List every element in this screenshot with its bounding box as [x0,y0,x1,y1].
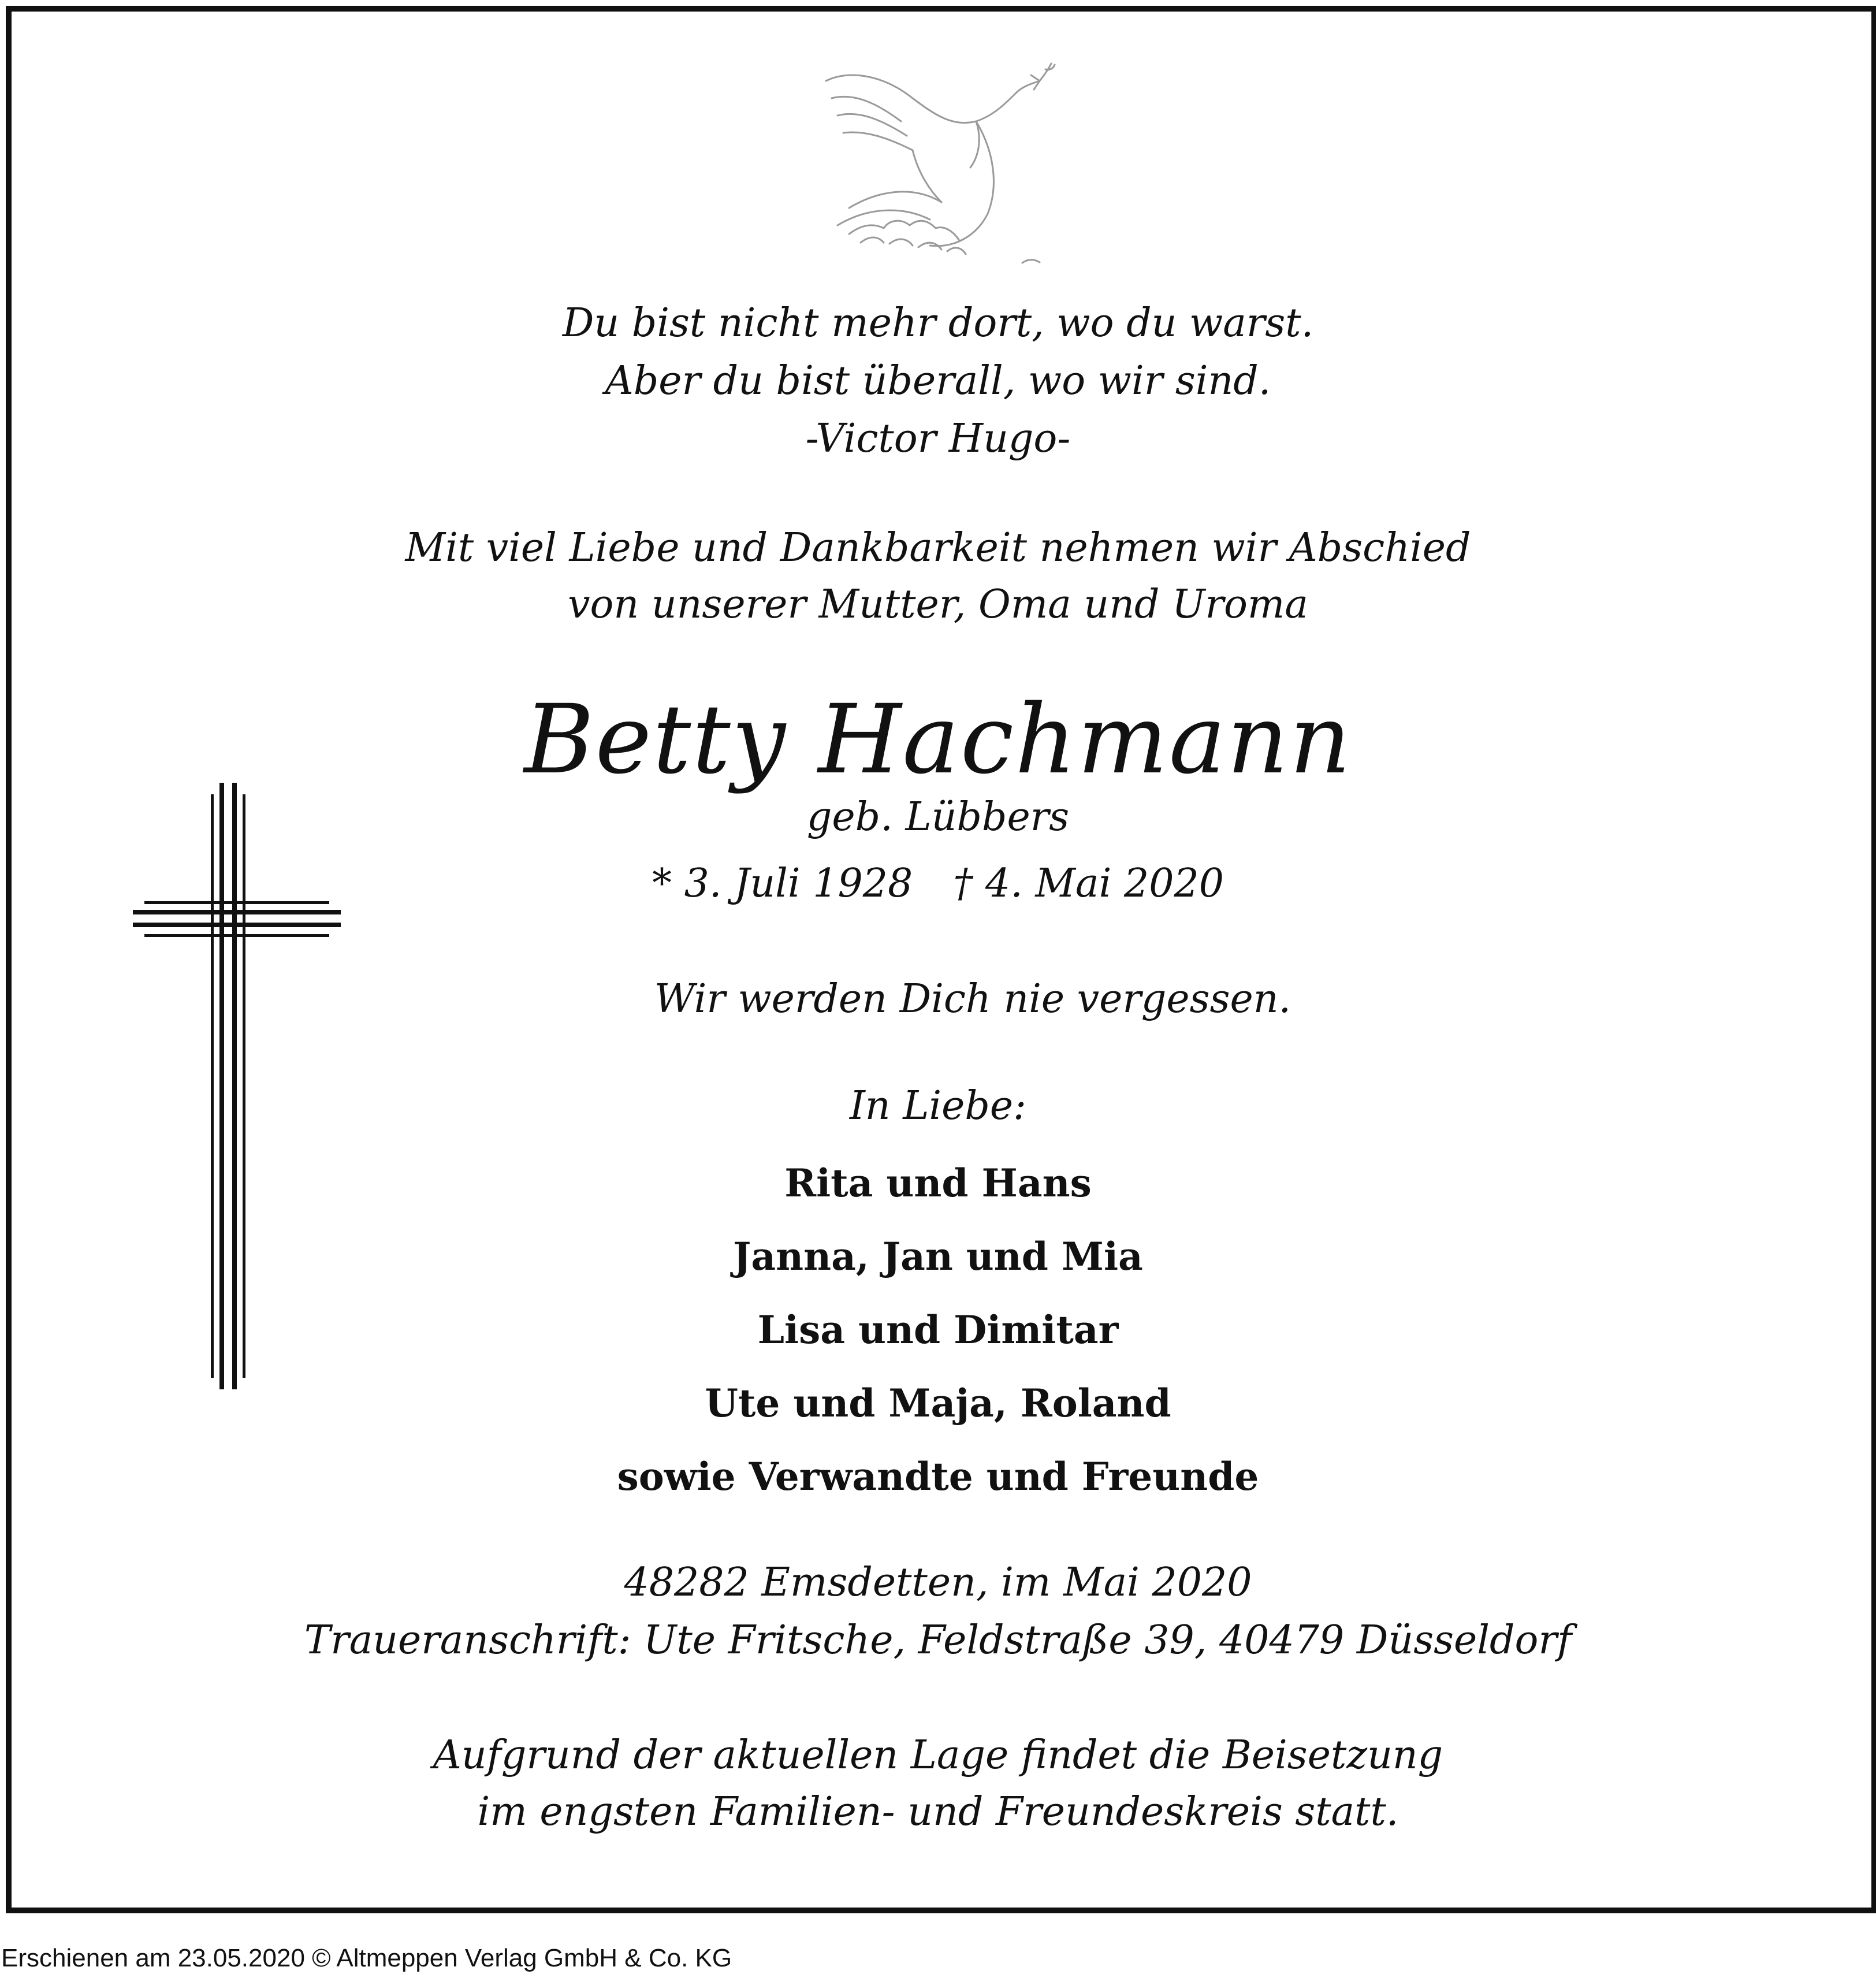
quote-line: Aber du bist überall, wo wir sind. [605,358,1271,404]
death-date: † 4. Mai 2020 [953,861,1224,906]
burial-notice [0,1727,1876,1841]
notice-line: Aufgrund der aktuellen Lage findet die Beisetzung [433,1732,1443,1778]
maiden-name: geb. Lübbers [806,794,1070,840]
quote-line: Du bist nicht mehr dort, wo du warst. [562,300,1314,346]
farewell-text [0,520,1876,633]
in-love-label: In Liebe: [849,1083,1027,1129]
mourner-line: Ute und Maja, Roland [705,1381,1171,1426]
mourner-line: Janna, Jan und Mia [733,1234,1143,1279]
farewell-line: von unserer Mutter, Oma und Uroma [568,582,1308,627]
quote-author: -Victor Hugo- [805,416,1071,462]
mourner-line: Rita und Hans [784,1161,1092,1206]
farewell-line: Mit viel Liebe und Dankbarkeit nehmen wir Abschied [405,525,1471,571]
publication-footer: Erschienen am 23.05.2020 © Altmeppen Verlag GmbH & Co. KG [1,1944,732,1972]
deceased-name: Betty Hachmann [524,684,1352,795]
life-dates [0,855,1876,913]
mourner-line: Lisa und Dimitar [757,1307,1119,1352]
mourning-address: Traueranschrift: Ute Fritsche, Feldstraße 39, 40479 Düsseldorf [304,1618,1572,1663]
quote [0,295,1876,468]
birth-date: * 3. Juli 1928 [652,861,913,906]
place-and-address [0,1554,1876,1670]
remembrance-text: Wir werden Dich nie vergessen. [654,976,1291,1022]
mourners-list [0,1147,1876,1514]
dove-icon [803,35,1057,277]
notice-line: im engsten Familien- und Freundeskreis statt. [477,1789,1399,1835]
place-date: 48282 Emsdetten, im Mai 2020 [624,1560,1252,1605]
mourner-line: sowie Verwandte und Freunde [617,1454,1259,1499]
